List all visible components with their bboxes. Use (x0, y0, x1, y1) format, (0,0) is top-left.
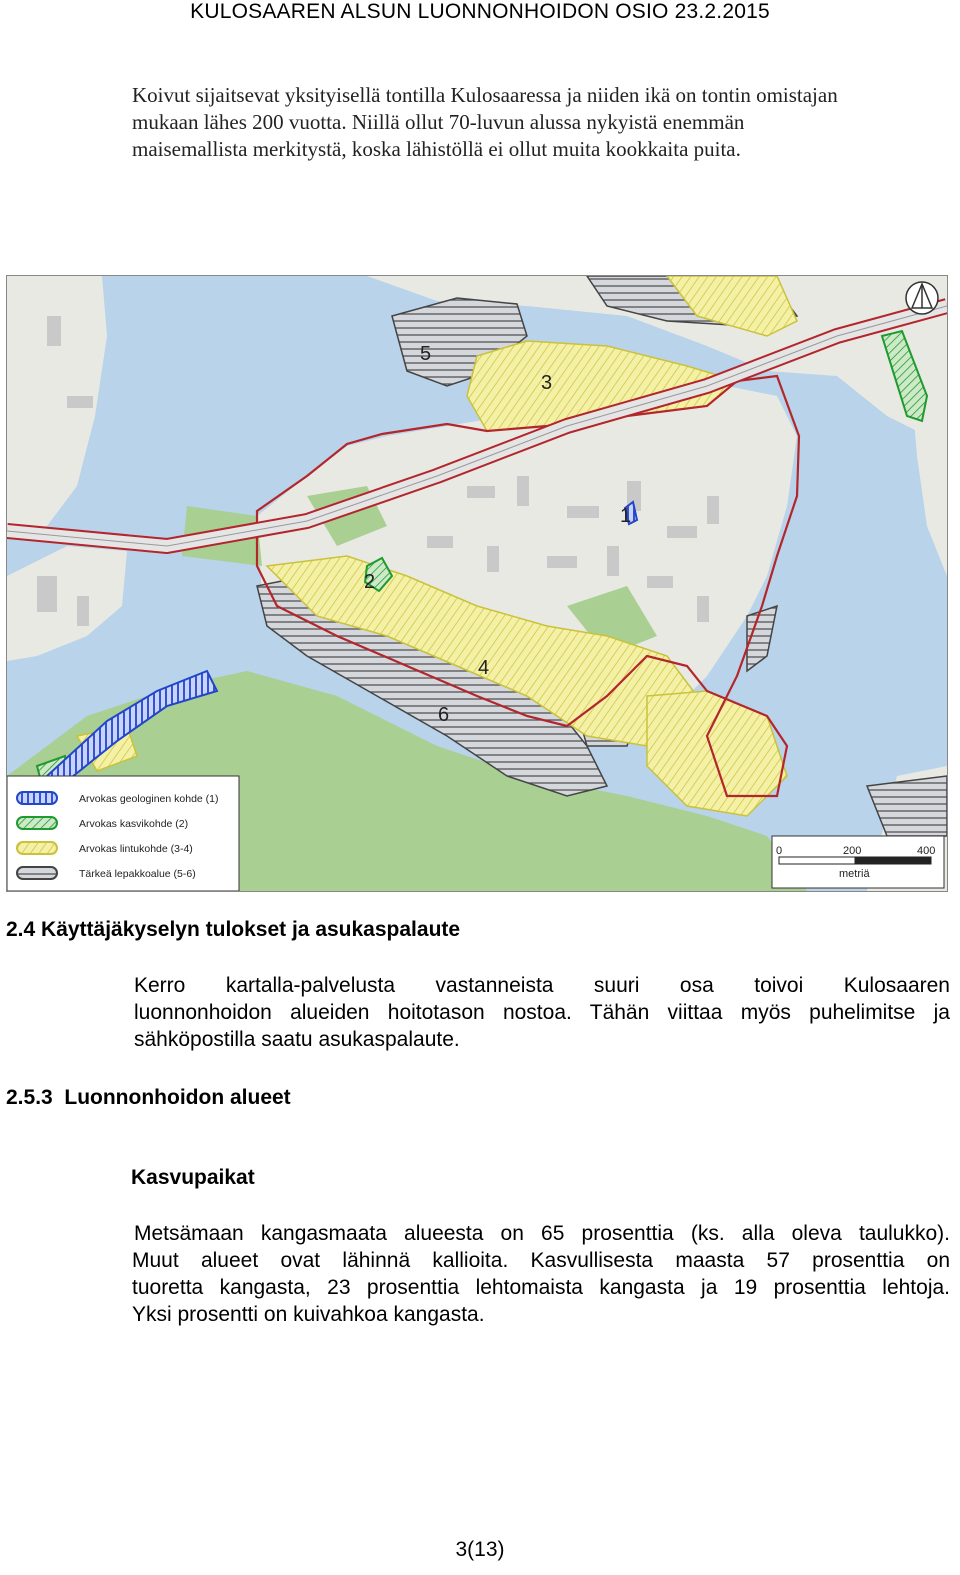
scale-unit: metriä (839, 868, 870, 880)
page-header: KULOSAAREN ALSUN LUONNONHOIDON OSIO 23.2.2015 (190, 0, 770, 23)
area-label-4: 4 (478, 657, 490, 679)
section-heading-2-4: 2.4 Käyttäjäkyselyn tulokset ja asukaspalaute (6, 918, 461, 941)
paragraph-line: sähköpostilla saatu asukaspalaute. (134, 1028, 460, 1051)
map-legend (7, 776, 239, 891)
paragraph-line: Muut alueet ovat lähinnä kallioita. Kasvullisesta maasta 57 prosenttia on (132, 1249, 950, 1272)
legend-label: Arvokas kasvikohde (2) (79, 818, 189, 830)
scale-tick: 200 (843, 845, 862, 857)
kasvupaikat-paragraph (132, 1220, 950, 1328)
legend-label: Tärkeä lepakkoalue (5-6) (79, 868, 196, 880)
scale-tick: 0 (776, 845, 783, 857)
legend-plant-swatch (17, 817, 57, 829)
page-number: 3(13) (455, 1538, 505, 1561)
north-arrow-icon (906, 282, 938, 314)
section-heading-2-5-3: 2.5.3 Luonnonhoidon alueet (6, 1086, 291, 1109)
area-label-3: 3 (541, 372, 553, 394)
nature-areas-map (6, 275, 948, 892)
legend-bird-swatch (17, 842, 57, 854)
legend-label: Arvokas lintukohde (3-4) (79, 843, 193, 855)
section-2-4-paragraph (134, 972, 950, 1053)
paragraph-line: luonnonhoidon alueiden hoitotason nostoa. Tähän viittaa myös puhelimitse ja (134, 1001, 950, 1024)
paragraph-line: tuoretta kangasta, 23 prosenttia lehtomaista kangasta ja 19 prosenttia lehtoja. (132, 1276, 950, 1299)
legend-geological-swatch (17, 792, 57, 804)
scale-tick: 400 (917, 845, 936, 857)
subheading-kasvupaikat: Kasvupaikat (131, 1166, 255, 1189)
legend-label: Arvokas geologinen kohde (1) (79, 793, 219, 805)
area-label-1: 1 (620, 505, 632, 527)
scale-bar (772, 836, 944, 888)
paragraph-line: Kerro kartalla-palvelusta vastanneista suuri osa toivoi Kulosaaren (134, 974, 950, 997)
paragraph-line: Yksi prosentti on kuivahkoa kangasta. (132, 1303, 485, 1326)
area-label-6: 6 (438, 704, 450, 726)
paragraph-line: Metsämaan kangasmaata alueesta on 65 prosenttia (ks. alla oleva taulukko). (134, 1222, 950, 1245)
map-drawing (7, 276, 947, 891)
intro-line: Koivut sijaitsevat yksityisellä tontilla Kulosaaressa ja niiden ikä on tontin omistajan (132, 83, 838, 107)
area-label-5: 5 (420, 343, 432, 365)
legend-bat-swatch (17, 867, 57, 879)
area-label-2: 2 (364, 571, 376, 593)
intro-line: mukaan lähes 200 vuotta. Niillä ollut 70-luvun alussa nykyistä enemmän (132, 110, 745, 134)
intro-paragraph (132, 82, 932, 163)
intro-line: maisemallista merkitystä, koska lähistöllä ei ollut muita kookkaita puita. (132, 137, 741, 161)
